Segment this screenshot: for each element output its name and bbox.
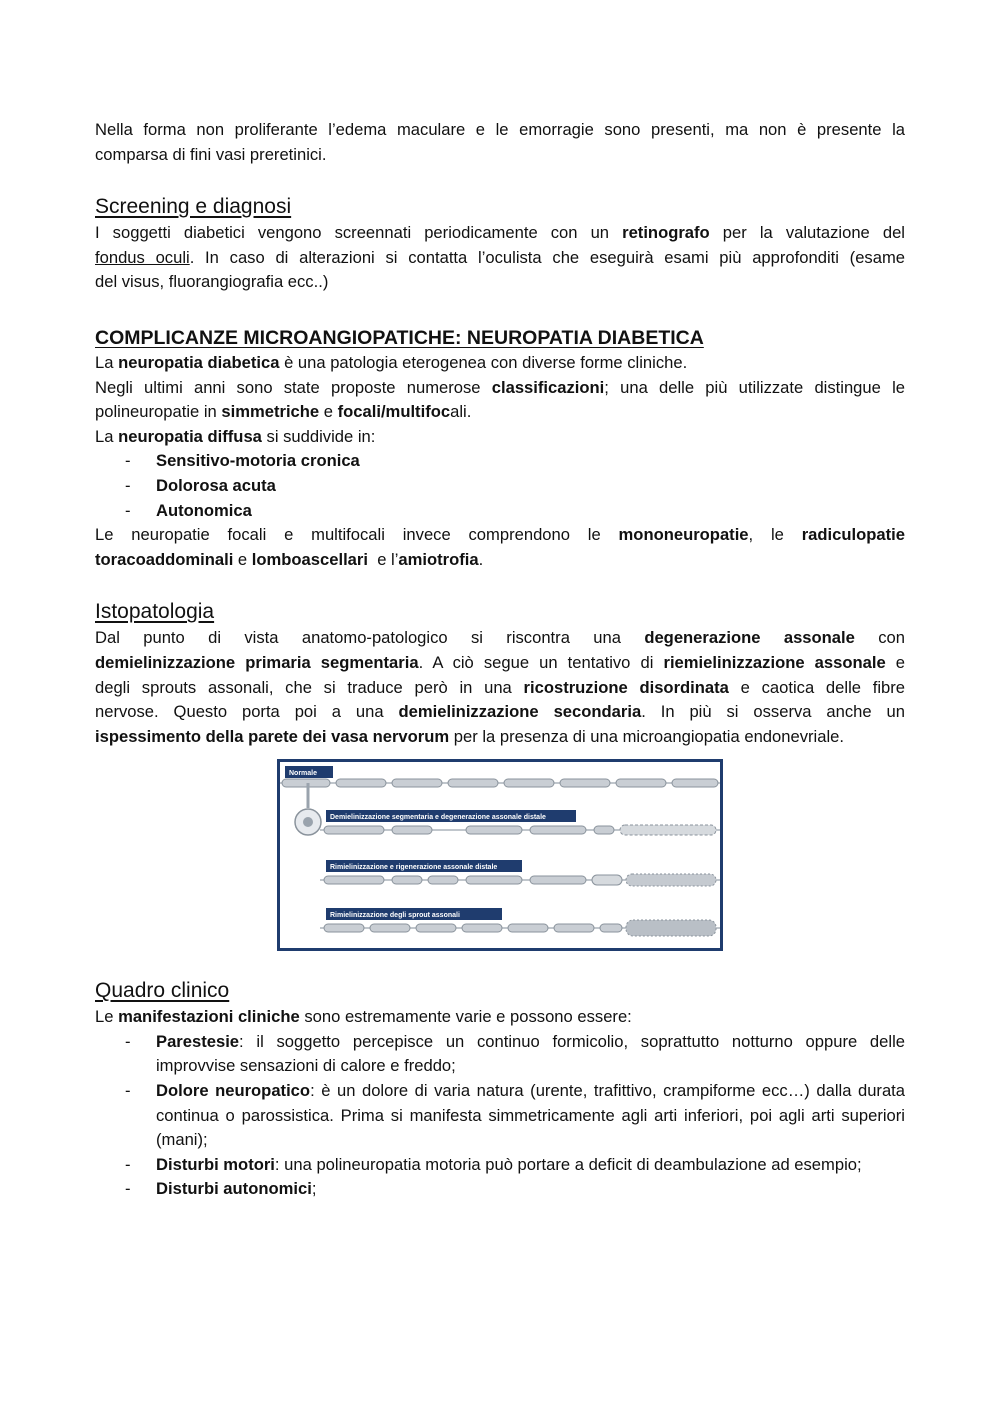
label-normale: Normale: [289, 770, 318, 778]
isto-line-3: degli sprouts assonali, che si traduce però in una ricostruzione disordinata e caotica delle fibre: [95, 677, 906, 697]
manifestazioni-list: [95, 1030, 905, 1202]
nerve-fiber-figure: [277, 759, 723, 951]
neuron-cell-body: [295, 783, 321, 835]
list-item: - Sensitivo-motoria cronica: [95, 449, 905, 474]
nerve-fiber-diagram: [280, 762, 720, 948]
intro-line-2: comparsa di fini vasi preretinici.: [95, 144, 327, 164]
list-item: - Dolorosa acuta: [95, 474, 905, 499]
label-row-4: Rimielinizzazione degli sprout assonali: [330, 912, 460, 920]
spacer: [95, 951, 905, 977]
fondus-oculi-term: fondus oculi: [95, 247, 190, 267]
spacer: [95, 167, 905, 193]
isto-line-1: Dal punto di vista anatomo-patologico si riscontra una degenerazione assonale con: [95, 628, 905, 648]
fiber-normal: [280, 779, 720, 787]
label-row-2: Demielinizzazione segmentaria e degenerazione assonale distale: [330, 814, 546, 822]
neuropatia-line-1: La neuropatia diabetica è una patologia eterogenea con diverse forme cliniche.: [95, 352, 688, 372]
screening-line-3: del visus, fluorangiografia ecc..): [95, 272, 329, 292]
screening-line-1: I soggetti diabetici vengono screennati periodicamente con un retinografo per la valutazione del: [95, 223, 905, 243]
neuropatia-line-5: Le neuropatie focali e multifocali invece comprendono le mononeuropatie, le radiculopatie: [95, 525, 905, 545]
list-item: - Disturbi autonomici;: [95, 1177, 905, 1202]
fiber-sprouts: [320, 920, 720, 936]
spacer: [95, 295, 905, 325]
list-item: - Autonomica: [95, 499, 905, 524]
screening-line-2: fondus oculi. In caso di alterazioni si contatta l’oculista che eseguirà esami più approfonditi (esame: [95, 247, 906, 267]
list-item: - Dolore neuropatico: è un dolore di varia natura (urente, trafittivo, crampiforme ecc…) dalla durata continua o parossistica. Prima si manifesta simmetricamente agli arti inferiori, poi agli arti superiori (mani);: [95, 1079, 905, 1153]
heading-neuropatia: COMPLICANZE MICROANGIOPATICHE: NEUROPATIA DIABETICA: [95, 326, 704, 349]
heading-istopatologia: Istopatologia: [95, 600, 215, 624]
isto-line-4: nervose. Questo porta poi a una demielinizzazione secondaria. In più si osserva anche un: [95, 702, 905, 722]
label-row-3: Rimielinizzazione e rigenerazione assonale distale: [330, 864, 498, 872]
isto-line-2: demielinizzazione primaria segmentaria. A ciò segue un tentativo di riemielinizzazione assonale e: [95, 652, 905, 672]
spacer: [95, 572, 905, 598]
heading-quadro-clinico: Quadro clinico: [95, 979, 230, 1003]
neuropatia-line-2: Negli ultimi anni sono state proposte numerose classificazioni; una delle più utilizzate distingue le: [95, 377, 905, 397]
neuropatia-line-6: toracoaddominali e lomboascellari e l’amiotrofia.: [95, 549, 484, 569]
fiber-demyelination: [320, 825, 720, 835]
list-item: - Parestesie: il soggetto percepisce un continuo formicolio, soprattutto notturno oppure delle improvvise sensazioni di calore e freddo;: [95, 1030, 905, 1079]
quadro-intro: Le manifestazioni cliniche sono estremamente varie e possono essere:: [95, 1007, 632, 1027]
neuropatia-line-3: polineuropatie in simmetriche e focali/multifocali.: [95, 402, 472, 422]
heading-screening: Screening e diagnosi: [95, 195, 292, 219]
list-item: - Disturbi motori: una polineuropatia motoria può portare a deficit di deambulazione ad esempio;: [95, 1153, 905, 1178]
fiber-remyelination: [320, 874, 720, 886]
intro-line-1: Nella forma non proliferante l’edema maculare e le emorragie sono presenti, ma non è presente la: [95, 120, 905, 139]
neuropatia-line-4: La neuropatia diffusa si suddivide in:: [95, 426, 376, 446]
neuropatia-diffusa-list: [95, 449, 905, 523]
document-page: [95, 118, 905, 1202]
isto-line-5: ispessimento della parete dei vasa nervorum per la presenza di una microangiopatia endonevriale.: [95, 726, 844, 746]
